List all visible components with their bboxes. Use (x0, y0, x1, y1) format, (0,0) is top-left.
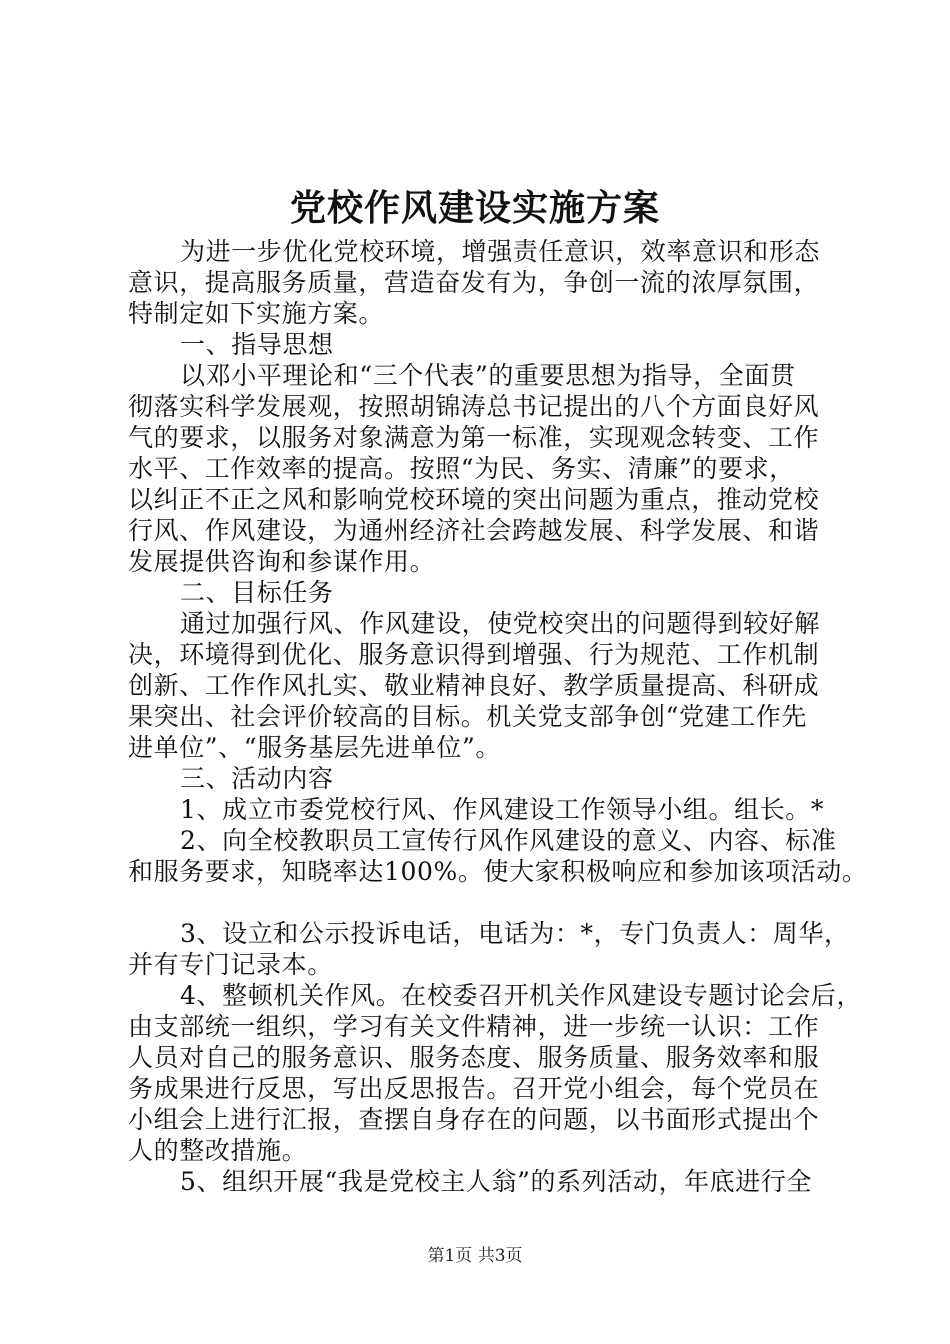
section-heading: 二、目标任务 (180, 578, 334, 607)
page-number: 第1页 共3页 (427, 1246, 523, 1266)
body-line: 3、设立和公示投诉电话，电话为：*，专门负责人：周华， (180, 919, 850, 948)
section-heading: 一、指导思想 (180, 330, 334, 359)
body-line: 和服务要求，知晓率达100%。使大家积极响应和参加该项活动。 (128, 857, 868, 886)
body-line: 人的整改措施。 (128, 1136, 308, 1165)
body-line: 4、整顿机关作风。在校委召开机关作风建设专题讨论会后， (180, 981, 863, 1010)
body-line: 彻落实科学发展观，按照胡锦涛总书记提出的八个方面良好风 (128, 392, 820, 421)
body-line: 1、成立市委党校行风、作风建设工作领导小组。组长。* (180, 795, 825, 824)
body-line: 水平、工作效率的提高。按照“为民、务实、清廉”的要求， (128, 454, 795, 483)
body-line: 通过加强行风、作风建设，使党校突出的问题得到较好解 (180, 609, 821, 638)
document-title: 党校作风建设实施方案 (289, 187, 660, 229)
body-line: 气的要求，以服务对象满意为第一标准，实现观念转变、工作 (128, 423, 820, 452)
blank-line (128, 887, 833, 918)
body-line: 果突出、社会评价较高的目标。机关党支部争创“党建工作先 (128, 702, 807, 731)
body-line: 以纠正不正之风和影响党校环境的突出问题为重点，推动党校 (128, 485, 820, 514)
body-line: 发展提供咨询和参谋作用。 (128, 547, 436, 576)
body-line: 特制定如下实施方案。 (128, 299, 385, 328)
body-line: 并有专门记录本。 (128, 950, 333, 979)
body-line: 小组会上进行汇报，查摆自身存在的问题，以书面形式提出个 (128, 1105, 820, 1134)
body-line: 人员对自己的服务意识、服务态度、服务质量、服务效率和服 (128, 1043, 820, 1072)
body-line: 以邓小平理论和“三个代表”的重要思想为指导，全面贯 (180, 361, 796, 390)
body-line: 务成果进行反思，写出反思报告。召开党小组会，每个党员在 (128, 1074, 820, 1103)
body-line: 由支部统一组织，学习有关文件精神，进一步统一认识：工作 (128, 1012, 820, 1041)
body-line: 为进一步优化党校环境，增强责任意识，效率意识和形态 (180, 237, 821, 266)
body-line: 决，环境得到优化、服务意识得到增强、行为规范、工作机制 (128, 640, 820, 669)
body-line: 进单位”、“服务基层先进单位”。 (128, 733, 501, 762)
section-heading: 三、活动内容 (180, 764, 334, 793)
body-line: 5、组织开展“我是党校主人翁”的系列活动，年底进行全 (180, 1167, 813, 1196)
body-line: 意识，提高服务质量，营造奋发有为，争创一流的浓厚氛围， (128, 268, 820, 297)
body-line: 2、向全校教职员工宣传行风作风建设的意义、内容、标准 (180, 826, 837, 855)
document-body (128, 236, 868, 1197)
body-line: 行风、作风建设，为通州经济社会跨越发展、科学发展、和谐 (128, 516, 820, 545)
body-line: 创新、工作作风扎实、敬业精神良好、教学质量提高、科研成 (128, 671, 820, 700)
